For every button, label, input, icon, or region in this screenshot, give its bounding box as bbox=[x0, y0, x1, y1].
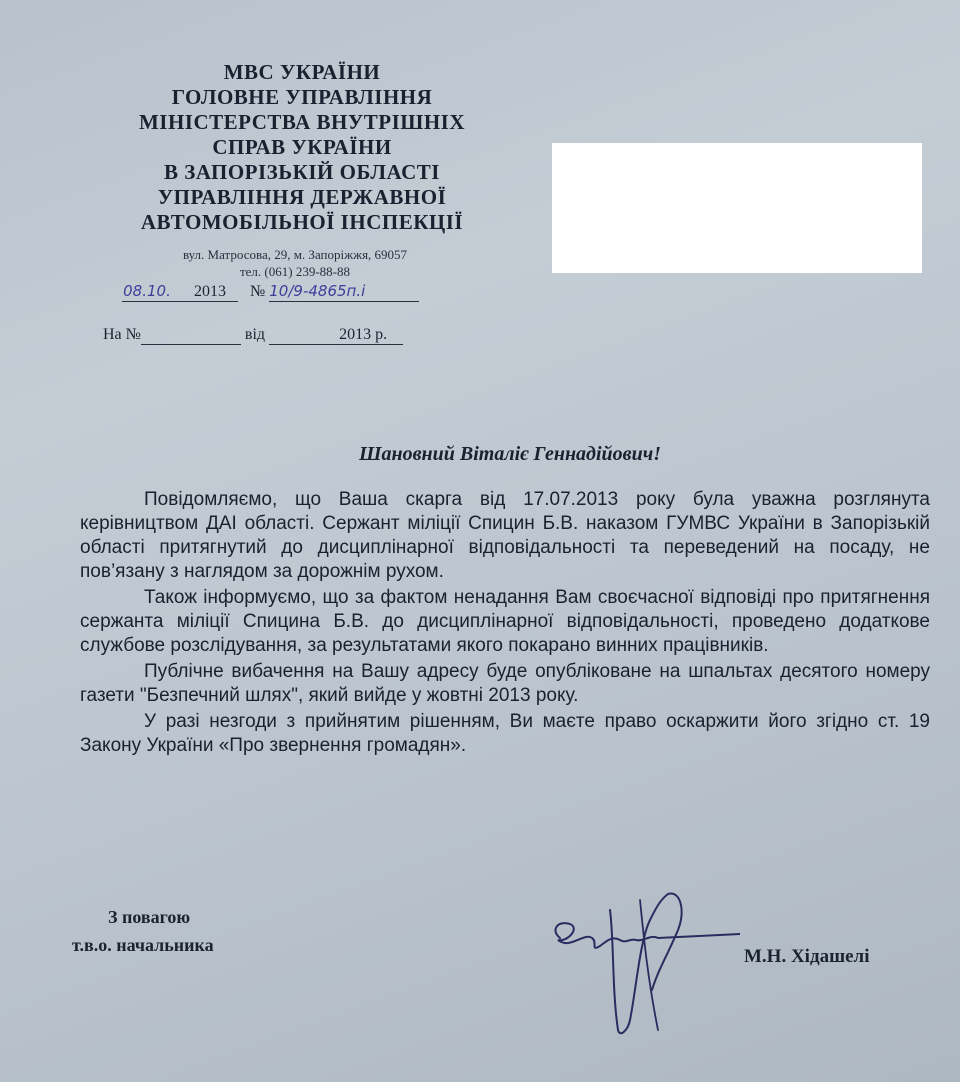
registration-line bbox=[122, 282, 419, 302]
body-paragraph: Повідомляємо, що Ваша скарга від 17.07.2013 року була уважна розглянута керівництвом ДАІ області. Сержант міліції Спицин Б.В. наказом ГУМВС України в Запорізькій області притягнутий до дисциплінарної відповідальності та переведений на посаду, не пов’язану з наглядом за дорожнім рухом. bbox=[80, 489, 930, 582]
reference-line bbox=[103, 326, 403, 345]
closing-position: т.в.о. начальника bbox=[72, 935, 214, 955]
number-label: № bbox=[250, 283, 266, 300]
reference-year: 2013 р. bbox=[339, 326, 388, 343]
closing-regards: З повагою bbox=[108, 907, 191, 927]
registration-year: 2013 bbox=[194, 283, 226, 300]
letter-body bbox=[80, 488, 930, 760]
letterhead-line: СПРАВ УКРАЇНИ bbox=[212, 135, 392, 159]
letterhead-line: МІНІСТЕРСТВА ВНУТРІШНІХ bbox=[138, 110, 466, 134]
signatory-name: М.Н. Хідашелі bbox=[744, 946, 870, 967]
salutation: Шановний Віталіє Геннадійович! bbox=[359, 443, 661, 465]
letterhead-contacts bbox=[135, 246, 455, 280]
address-text: вул. Матросова, 29, м. Запоріжжя, 69057 bbox=[182, 247, 408, 262]
closing-block bbox=[72, 903, 214, 959]
letterhead-line: В ЗАПОРІЗЬКІЙ ОБЛАСТІ bbox=[164, 160, 440, 184]
na-label: На № bbox=[103, 326, 141, 343]
body-paragraph: Також інформуємо, що за фактом ненадання Вам своєчасної відповіді про притягнення сержанта міліції Спицина Б.В. до дисциплінарної відповідальності, проведено додаткове службове розслідування, за результатами якого покарано винних працівників. bbox=[80, 587, 930, 656]
letterhead-line: ГОЛОВНЕ УПРАВЛІННЯ bbox=[171, 85, 433, 109]
letterhead bbox=[112, 60, 492, 235]
registration-number: 10/9-4865п.і bbox=[269, 282, 366, 300]
registration-date: 08.10. bbox=[123, 282, 171, 300]
body-paragraph: У разі незгоди з прийнятим рішенням, Ви маєте право оскаржити його згідно ст. 19 Закону України «Про звернення громадян». bbox=[80, 711, 930, 756]
letterhead-line: АВТОМОБІЛЬНОЇ ІНСПЕКЦІЇ bbox=[140, 210, 464, 234]
letterhead-line: УПРАВЛІННЯ ДЕРЖАВНОЇ bbox=[157, 185, 447, 209]
vid-label: від bbox=[244, 326, 266, 343]
redacted-recipient-block bbox=[552, 143, 922, 273]
phone-text: тел. (061) 239-88-88 bbox=[239, 264, 350, 279]
body-paragraph: Публічне вибачення на Вашу адресу буде опубліковане на шпальтах десятого номеру газети "Безпечний шлях", який вийде у жовтні 2013 року. bbox=[80, 661, 930, 706]
letterhead-line: МВС УКРАЇНИ bbox=[223, 60, 381, 84]
handwritten-signature bbox=[540, 880, 740, 1040]
